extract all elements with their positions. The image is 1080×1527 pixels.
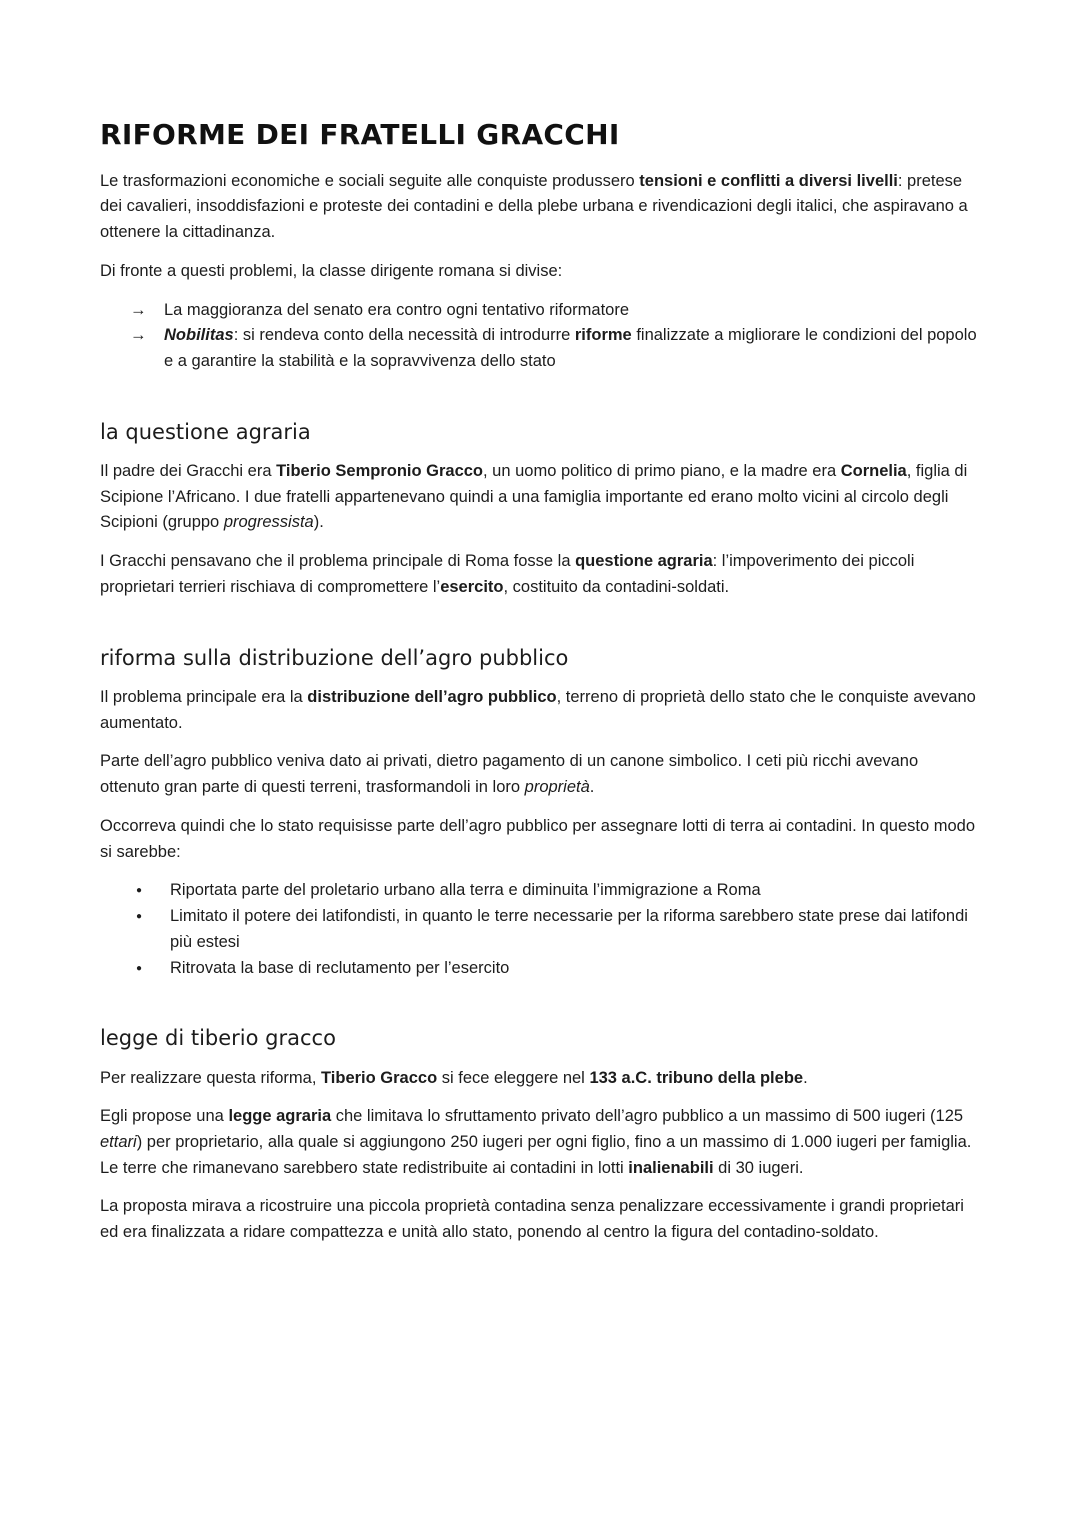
text-run: riforma sulla distribuzione dell’agro pubblico [100, 645, 569, 670]
text-run: : si rendeva conto della necessità di introdurre [233, 326, 575, 345]
text-run: Cornelia [840, 461, 907, 480]
text-run: Ritrovata la base di reclutamento per l’esercito [170, 958, 510, 977]
text-run: La maggioranza del senato era contro ogni tentativo riformatore [164, 300, 630, 319]
section-heading [100, 645, 980, 671]
text-run: legge agraria [228, 1107, 332, 1126]
text-run: 133 a.C. tribuno della plebe [589, 1068, 804, 1087]
text-run: Occorreva quindi che lo stato requisisse parte dell’agro pubblico per assegnare lotti di terra ai contadini. In questo modo si sarebbe: [100, 816, 975, 861]
text-run: Riportata parte del proletario urbano alla terra e diminuita l’immigrazione a Roma [170, 881, 761, 900]
bullet-icon: ● [136, 885, 143, 897]
list-item-text [164, 298, 980, 324]
text-run: Per realizzare questa riforma, [100, 1068, 322, 1087]
text-run: riforme [574, 326, 632, 345]
text-run: inalienabili [628, 1158, 714, 1177]
text-run: Parte dell’agro pubblico veniva dato ai privati, dietro pagamento di un canone simbolico. I ceti più ricchi avevano ottenuto gran parte di questi terreni, trasformandoli in loro [100, 752, 919, 797]
list-item-text [170, 956, 980, 982]
text-run: Limitato il potere dei latifondisti, in quanto le terre necessarie per la riforma sarebbero state prese dai latifondi più estesi [170, 907, 968, 951]
list-item [130, 323, 980, 374]
arrow-icon: → [130, 300, 147, 319]
text-run: di 30 iugeri. [713, 1158, 804, 1177]
text-run: La proposta mirava a ricostruire una piccola proprietà contadina senza penalizzare eccessivamente i grandi proprietari ed era finalizzata a ridare compattezza e unità allo stato, ponendo al centro la figura del contadino-soldato. [100, 1197, 964, 1242]
text-run: questione agraria [575, 552, 713, 571]
text-run: tensioni e conflitti a diversi livelli [639, 171, 898, 190]
text-run: , terreno di proprietà dello stato che le conquiste avevano aumentato. [100, 687, 976, 732]
text-run: esercito [440, 577, 504, 596]
paragraph [100, 259, 980, 285]
text-run: legge di tiberio gracco [100, 1026, 336, 1051]
text-run: finalizzate a migliorare le condizioni del popolo e a garantire la stabilità e la sopravvivenza dello stato [164, 326, 977, 370]
text-run: ). [313, 513, 324, 532]
paragraph [100, 1066, 980, 1092]
document-content [100, 118, 980, 1246]
text-run: Egli propose una [100, 1107, 229, 1126]
paragraph [100, 749, 980, 800]
text-run: distribuzione dell’agro pubblico [307, 687, 557, 706]
paragraph [100, 459, 980, 536]
section-heading [100, 1025, 980, 1051]
paragraph [100, 685, 980, 736]
text-run: ) per proprietario, alla quale si aggiungono 250 iugeri per ogni figlio, fino a un massimo di 1.000 iugeri per famiglia. Le terre che rimanevano sarebbero state redistribuite ai contadini in lotti [100, 1132, 972, 1177]
paragraph [100, 1194, 980, 1245]
text-run: Di fronte a questi problemi, la classe dirigente romana si divise: [100, 261, 563, 280]
text-run: : pretese dei cavalieri, insoddisfazioni e proteste dei contadini e della plebe urbana e rivendicazioni degli italici, che aspiravano a ottenere la cittadinanza. [100, 171, 968, 242]
text-run: , un uomo politico di primo piano, e la madre era [483, 461, 841, 480]
text-run: Il padre dei Gracchi era [100, 461, 277, 480]
paragraph [100, 1104, 980, 1181]
text-run: Il problema principale era la [100, 687, 308, 706]
text-run: che limitava lo sfruttamento privato dell’agro pubblico a un massimo di 500 iugeri (125 [331, 1107, 964, 1126]
text-run: si fece eleggere nel [437, 1068, 590, 1087]
text-run: , figlia di Scipione l’Africano. I due fratelli appartenevano quindi a una famiglia importante ed erano molto vicini al circolo degli Scipioni (gruppo [100, 461, 968, 532]
list-item [136, 878, 980, 904]
bullet-icon: ● [136, 962, 143, 974]
list-item-text [164, 323, 980, 374]
list-item-text [170, 878, 980, 904]
text-run: . [803, 1068, 808, 1087]
arrow-icon: → [130, 326, 147, 345]
paragraph [100, 549, 980, 600]
bullet-icon: ● [136, 911, 143, 923]
text-run: Le trasformazioni economiche e sociali seguite alle conquiste produssero [100, 171, 640, 190]
text-run: Tiberio Sempronio Gracco [276, 461, 484, 480]
section-heading [100, 419, 980, 445]
page-title [100, 118, 980, 152]
text-run: . [589, 778, 595, 797]
text-run: progressista [223, 513, 314, 532]
arrow-list [100, 298, 980, 375]
list-item [136, 904, 980, 955]
text-run: ettari [100, 1132, 137, 1151]
text-run: la questione agraria [100, 419, 311, 444]
list-item-text [170, 904, 980, 955]
list-item [130, 298, 980, 324]
text-run: Nobilitas [164, 326, 234, 345]
text-run: I Gracchi pensavano che il problema principale di Roma fosse la [100, 552, 576, 571]
text-run: Tiberio Gracco [321, 1068, 438, 1087]
paragraph [100, 814, 980, 865]
bullet-list [100, 878, 980, 981]
list-item [136, 956, 980, 982]
paragraph [100, 169, 980, 246]
text-run: , costituito da contadini-soldati. [503, 577, 730, 596]
text-run: proprietà [524, 778, 590, 797]
text-run: : l’impoverimento dei piccoli proprietari terrieri rischiava di compromettere l’ [100, 552, 915, 596]
text-run: RIFORME DEI FRATELLI GRACCHI [100, 118, 620, 151]
